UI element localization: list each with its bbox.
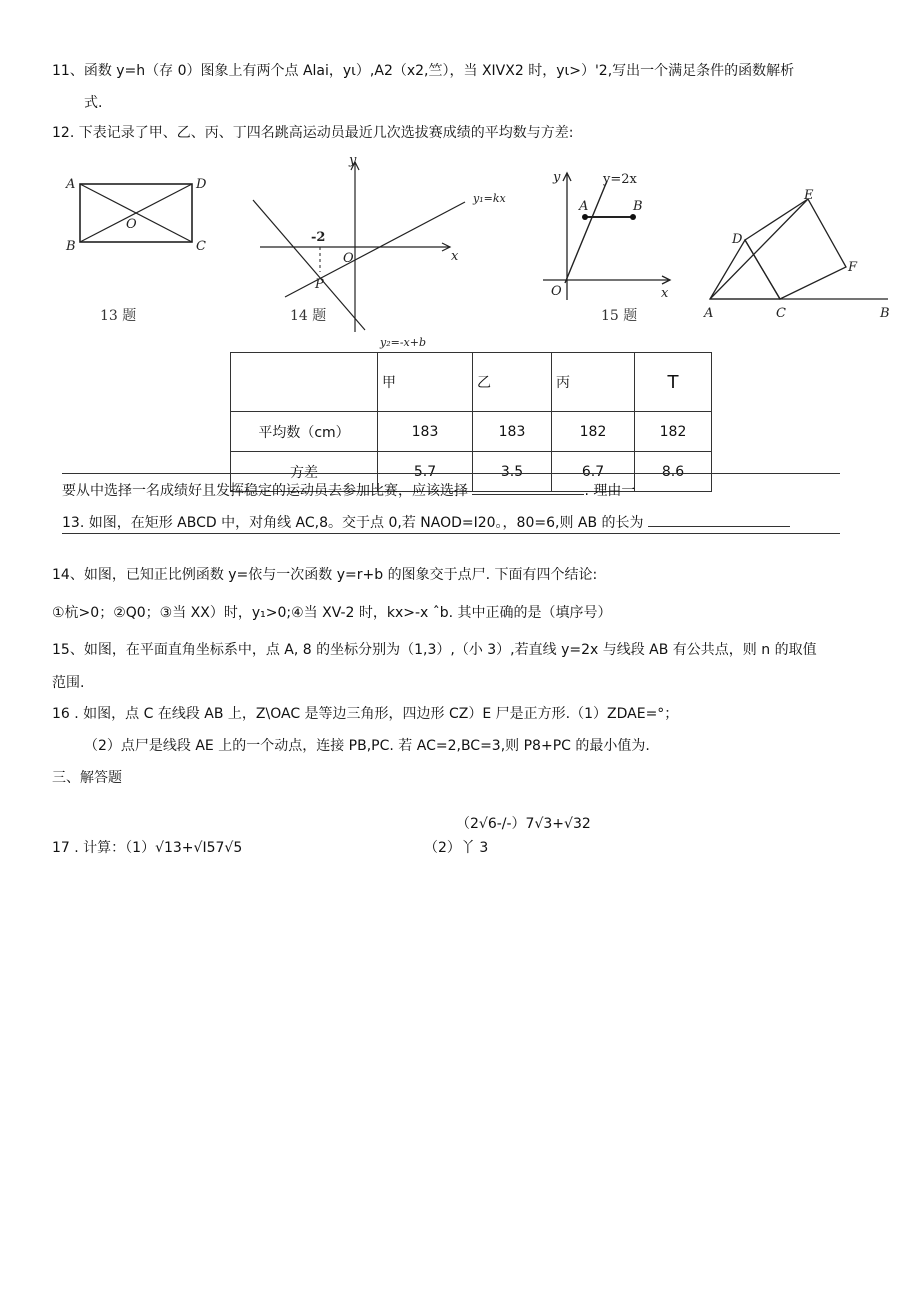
q12-reason-label: . 理由一 — [584, 483, 636, 499]
q16-line1: 16 . 如图，点 C 在线段 AB 上，Z\OAC 是等边三角形，四边形 CZ）E 尸是正方形.（1）ZDAE=°； — [52, 706, 679, 722]
line-y-2x — [565, 181, 607, 283]
figure-13 — [60, 170, 220, 334]
fig15-label-b: B — [633, 199, 643, 214]
q17-label: 17 . 计算：（1）√13+√I57√5 — [52, 840, 243, 856]
fig13-label-b: B — [66, 239, 76, 254]
q13-answer-blank[interactable] — [648, 526, 790, 527]
table-cell: 5.7 — [378, 452, 473, 492]
fig16-label-c: C — [776, 306, 786, 321]
q12-answer-blank[interactable] — [472, 494, 584, 495]
fig16-label-d: D — [732, 232, 743, 247]
fig16-label-a: A — [704, 306, 714, 321]
table-header-cell — [231, 353, 378, 412]
q17-part2-bottom: （2）丫 3 — [424, 840, 489, 856]
q15-line1: 15、如图，在平面直角坐标系中，点 A, 8 的坐标分别为（1,3）,（小 3）,若直线 y=2x 与线段 AB 有公共点，则 n 的取值 — [52, 642, 817, 658]
table-cell: 182 — [552, 412, 635, 452]
fig15-label-o: O — [551, 284, 562, 299]
fig14-label-x: x — [451, 249, 459, 264]
q11-line2: 式. — [84, 95, 103, 111]
fig15-line-label: y=2x — [603, 172, 637, 187]
table-header-cell: T — [635, 353, 712, 412]
figure-14 — [245, 152, 525, 356]
q16-line2: （2）点尸是线段 AE 上的一个动点，连接 PB,PC. 若 AC=2,BC=3,则 P8+PC 的最小值为. — [84, 738, 650, 754]
fig13-label-a: A — [66, 177, 76, 192]
table-row-label: 平均数（cm） — [231, 412, 378, 452]
segment-ae — [710, 199, 808, 299]
table-cell: 3.5 — [473, 452, 552, 492]
fig13-label-c: C — [196, 239, 206, 254]
fig14-caption: 14 题 — [290, 308, 327, 324]
figure-16 — [700, 185, 900, 329]
table-row-label: 方差 — [231, 452, 378, 492]
triangle-dac — [710, 240, 780, 299]
table-cell: 182 — [635, 412, 712, 452]
fig16-label-e: E — [804, 188, 814, 203]
q11-line1: 11、函数 y=h（存 0）图象上有两个点 Alai，yι）,A2（x2,竺），当 XIVX2 时，yι>）'2,写出一个满足条件的函数解析 — [52, 63, 795, 79]
q12-question-text: 要从中选择一名成绩好且发挥稳定的运动员去参加比赛，应该选择 — [62, 483, 468, 499]
fig14-label-y2: y₂=-x+b — [380, 336, 427, 349]
fig15-label-y: y — [553, 170, 561, 185]
table-row — [231, 412, 712, 452]
fig14-label-y: y — [349, 153, 357, 168]
table-header-cell: 丙 — [552, 353, 635, 412]
q13-line — [62, 514, 790, 532]
fig14-label-neg2: -2 — [311, 230, 326, 245]
fig15-label-x: x — [661, 286, 669, 301]
fig15-caption: 15 题 — [601, 308, 638, 324]
fig15-label-a: A — [579, 199, 589, 214]
table-cell: 183 — [378, 412, 473, 452]
q15-line2: 范围. — [52, 675, 85, 691]
fig14-label-y1: y₁=kx — [473, 192, 506, 205]
fig13-label-d: D — [196, 177, 207, 192]
fig13-caption: 13 题 — [100, 308, 137, 324]
section3-title: 三、解答题 — [52, 770, 122, 786]
table-cell: 183 — [473, 412, 552, 452]
fig14-label-o: O — [343, 251, 354, 266]
q12-question — [62, 482, 635, 500]
square-cdef — [745, 199, 846, 299]
q13-text: 13. 如图，在矩形 ABCD 中，对角线 AC,8。交于点 0,若 NAOD=I20。，80=6,则 AB 的长为 — [62, 515, 644, 531]
figure-15 — [535, 165, 695, 339]
table-cell: 8.6 — [635, 452, 712, 492]
q12-title: 12. 下表记录了甲、乙、丙、丁四名跳高运动员最近几次选拔赛成绩的平均数与方差: — [52, 125, 574, 141]
line-y1 — [285, 202, 465, 297]
table-header-cell: 甲 — [378, 353, 473, 412]
table-header-cell: 乙 — [473, 353, 552, 412]
divider — [62, 533, 840, 534]
table-header-row — [231, 353, 712, 412]
fig13-label-o: O — [126, 217, 137, 232]
fig16-label-f: F — [848, 260, 858, 275]
divider — [62, 473, 840, 474]
table-cell: 6.7 — [552, 452, 635, 492]
fig14-label-p: P — [315, 277, 324, 292]
q14-line1: 14、如图，已知正比例函数 y=依与一次函数 y=r+b 的图象交于点尸. 下面有四个结论: — [52, 567, 598, 583]
q17-part2-top: （2√6-/-）7√3+√32 — [456, 816, 591, 832]
fig16-label-b: B — [880, 306, 890, 321]
score-table — [230, 352, 712, 492]
q14-line2: ①杭>0；②Q0；③当 XX）时，y₁>0;④当 XV-2 时，kx>-x ˆb. 其中正确的是（填序号） — [52, 605, 612, 621]
